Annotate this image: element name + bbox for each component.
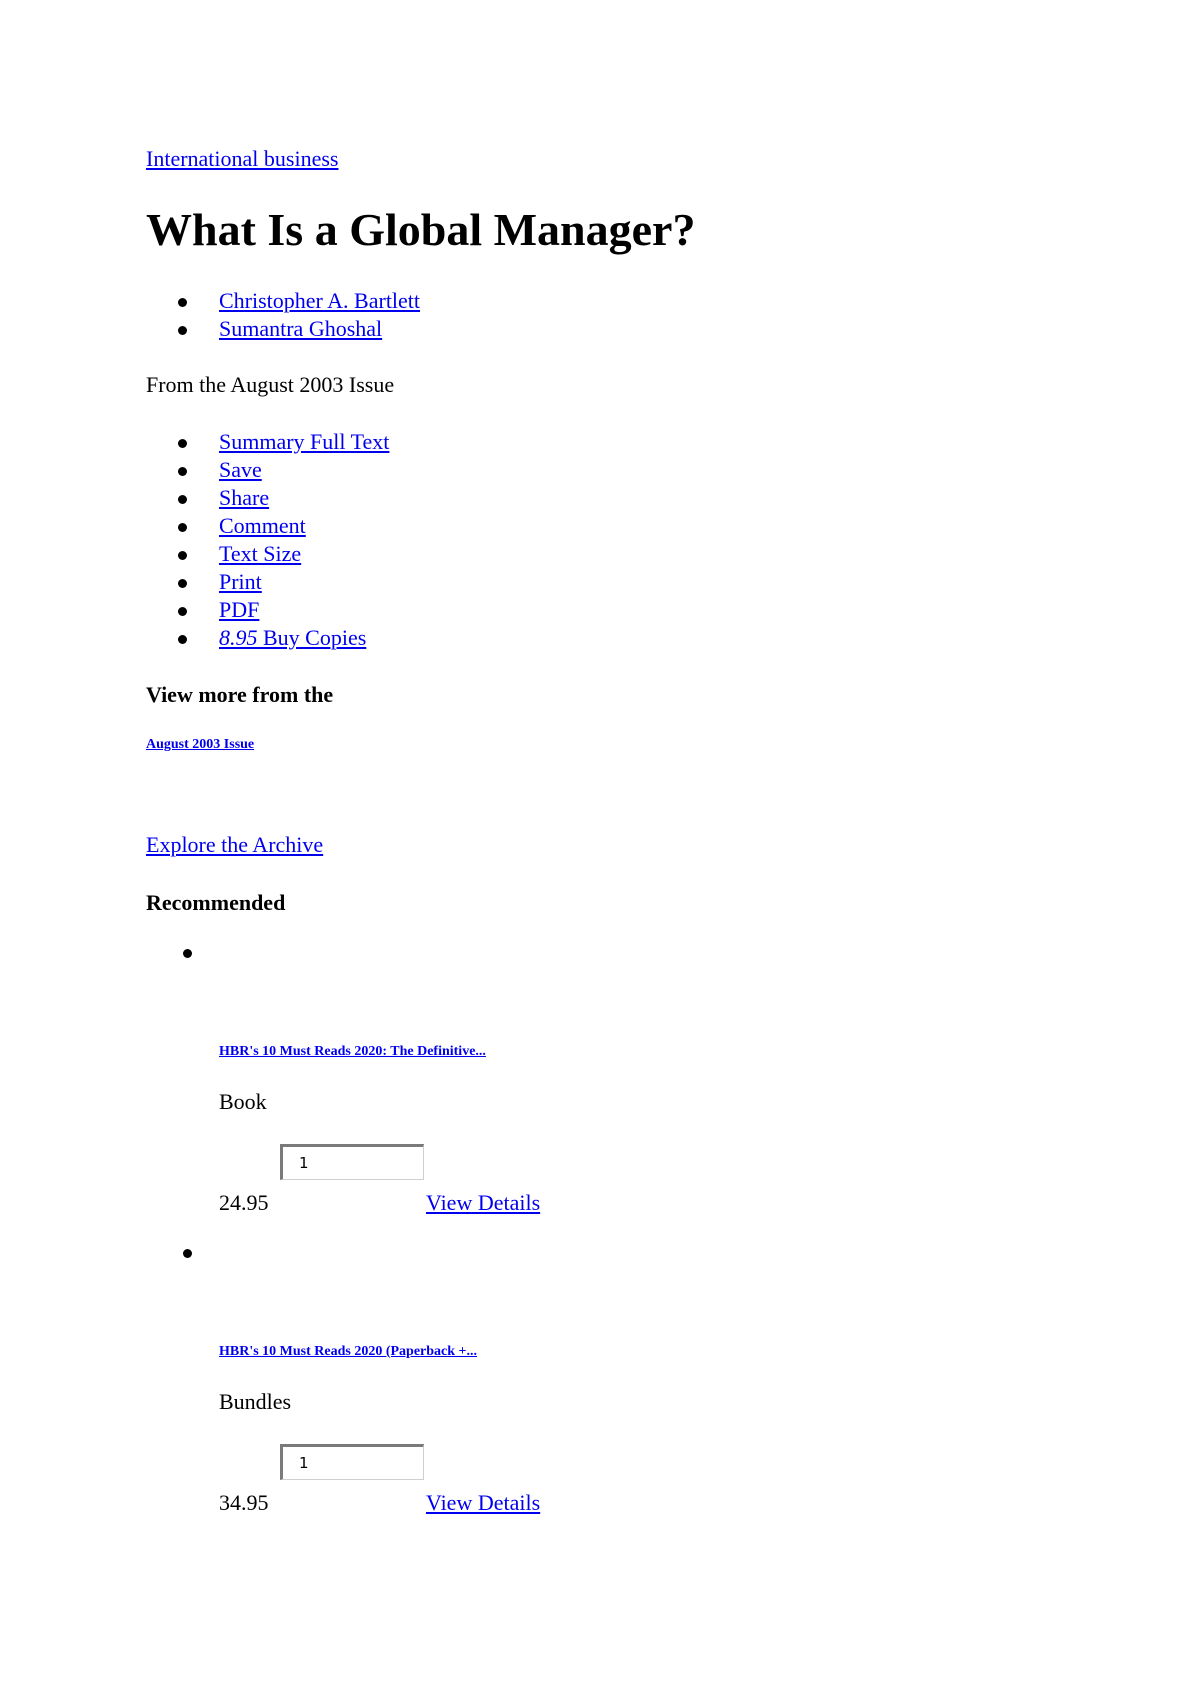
action-item xyxy=(219,540,389,568)
product-type: Book xyxy=(219,1089,267,1114)
product-price: 24.95 xyxy=(219,1190,269,1215)
topic-link[interactable]: International business xyxy=(146,146,339,171)
comment-link[interactable]: Comment xyxy=(219,513,306,538)
action-item xyxy=(219,512,389,540)
action-item xyxy=(219,428,389,456)
view-details-link[interactable]: View Details xyxy=(426,1490,541,1515)
product-title-link[interactable]: HBR's 10 Must Reads 2020: The Definitive... xyxy=(219,1044,486,1059)
print-link[interactable]: Print xyxy=(219,569,262,594)
issue-link[interactable]: August 2003 Issue xyxy=(146,737,255,752)
share-link[interactable]: Share xyxy=(219,485,270,510)
recommended-heading: Recommended xyxy=(146,890,286,915)
issue-line: From the August 2003 Issue xyxy=(146,372,395,397)
summary-full-text-link[interactable]: Summary Full Text xyxy=(219,429,390,454)
action-item xyxy=(219,596,389,624)
author-list xyxy=(146,287,420,343)
product-price: 34.95 xyxy=(219,1490,269,1515)
recommended-item xyxy=(146,1240,846,1530)
list-bullet xyxy=(183,949,192,958)
action-item xyxy=(219,568,389,596)
explore-archive-link[interactable]: Explore the Archive xyxy=(146,832,324,857)
view-details-link[interactable]: View Details xyxy=(426,1190,541,1215)
product-title-link[interactable]: HBR's 10 Must Reads 2020 (Paperback +... xyxy=(219,1344,478,1359)
buy-price: 8.95 xyxy=(219,625,258,650)
author-link[interactable]: Sumantra Ghoshal xyxy=(219,316,383,341)
list-bullet xyxy=(183,1249,192,1258)
pdf-link[interactable]: PDF xyxy=(219,597,260,622)
buy-copies-link[interactable] xyxy=(219,625,366,650)
author-item xyxy=(219,315,420,343)
text-size-link[interactable]: Text Size xyxy=(219,541,302,566)
view-more-heading: View more from the xyxy=(146,682,334,707)
article-title: What Is a Global Manager? xyxy=(146,204,696,255)
recommended-item xyxy=(146,940,846,1230)
product-type: Bundles xyxy=(219,1389,292,1414)
save-link[interactable]: Save xyxy=(219,457,262,482)
author-item xyxy=(219,287,420,315)
quantity-input[interactable] xyxy=(280,1144,424,1180)
action-item xyxy=(219,484,389,512)
action-item xyxy=(219,456,389,484)
quantity-input[interactable] xyxy=(280,1444,424,1480)
buy-copies-label: Buy Copies xyxy=(257,625,367,650)
author-link[interactable]: Christopher A. Bartlett xyxy=(219,288,421,313)
action-item xyxy=(219,624,389,652)
article-actions xyxy=(146,428,389,652)
